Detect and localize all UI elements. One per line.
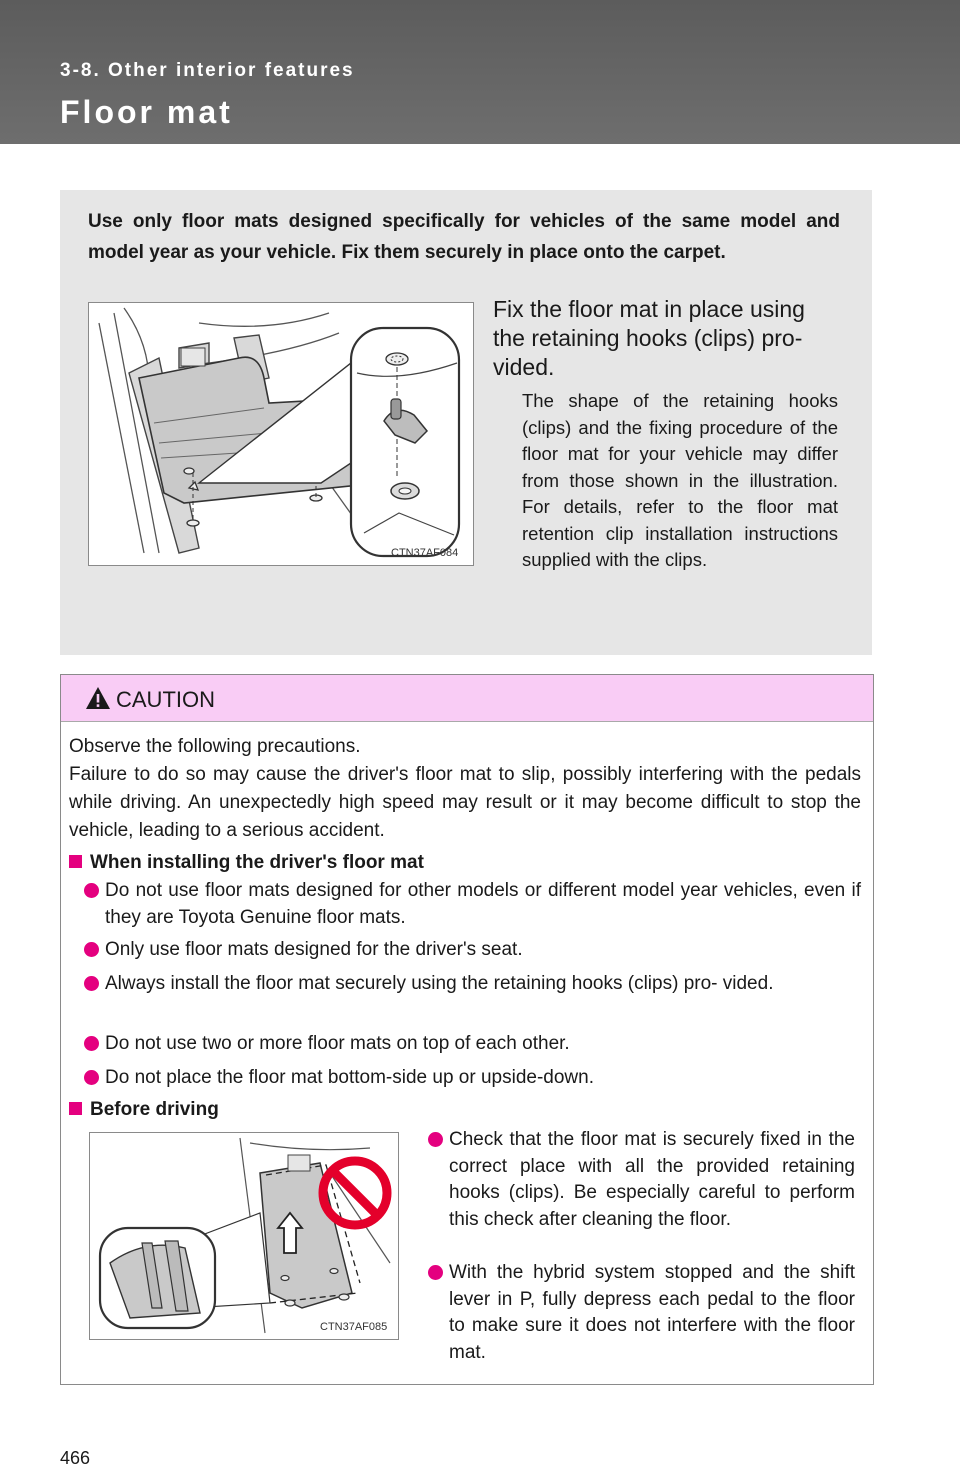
bullet-dot-icon: [428, 1132, 443, 1147]
list-item: [105, 878, 861, 931]
list-item-text: Do not place the floor mat bottom-side up or upside-down.: [105, 1067, 594, 1088]
floor-mat-clip-diagram: [89, 303, 473, 565]
bullet-dot-icon: [428, 1265, 443, 1280]
floor-mat-prohibited-illustration: [89, 1132, 399, 1340]
page-number: 466: [60, 1448, 91, 1468]
list-item-text: Only use floor mats designed for the driver's seat.: [105, 939, 523, 960]
section-label: 3-8. Other interior features: [60, 60, 355, 81]
chapter-header: [0, 0, 960, 144]
list-item-text: Check that the floor mat is securely fixed in the correct place with all the provided retaining hooks (clips). Be especially careful to perform this check after cleaning the floor.: [449, 1129, 855, 1230]
bullet-dot-icon: [84, 942, 99, 957]
list-item: [105, 971, 861, 998]
caution-box: [60, 674, 874, 1385]
square-bullet-icon: [69, 1102, 82, 1115]
list-item-text: Do not use two or more floor mats on top of each other.: [105, 1033, 570, 1054]
list-item-text: Do not use floor mats designed for other models or different model year vehicles, even if they are Toyota Genuine floor mats.: [105, 880, 861, 928]
figure-code: CTN37AF084: [391, 547, 459, 559]
bullet-dot-icon: [84, 1070, 99, 1085]
warning-triangle-icon: [85, 686, 111, 710]
intro-text: Use only floor mats designed specifically for vehicles of the same model and model year as your vehicle. Fix them securely in place onto the carpet.: [88, 211, 840, 263]
caution-header: [61, 675, 873, 722]
figure-code: CTN37AF085: [320, 1321, 388, 1333]
list-item: [449, 1260, 855, 1366]
list-item: [105, 937, 861, 964]
list-item: [105, 1031, 861, 1058]
intro-box: [60, 190, 872, 655]
section-heading-label: When installing the driver's floor mat: [90, 852, 424, 873]
list-item-text: Always install the floor mat securely using the retaining hooks (clips) pro- vided.: [105, 973, 774, 994]
page-title: Floor mat: [60, 94, 233, 130]
square-bullet-icon: [69, 855, 82, 868]
list-item: [105, 1065, 861, 1092]
section-heading: [69, 1099, 219, 1121]
list-item: [449, 1127, 855, 1233]
bullet-dot-icon: [84, 883, 99, 898]
list-item-text: With the hybrid system stopped and the shift lever in P, fully depress each pedal to the floor to make sure it does not interfere with the floor mat.: [449, 1262, 855, 1363]
floor-mat-prohibited-diagram: [90, 1133, 398, 1339]
instruction-text: Fix the floor mat in place using the retaining hooks (clips) pro- vided.: [493, 296, 805, 380]
caution-body: Failure to do so may cause the driver's floor mat to slip, possibly interfering with the pedals while driving. An unexpectedly high speed may result or it may become difficult to stop the vehicle, leading to a serious accident.: [69, 764, 861, 841]
section-heading: [69, 852, 424, 874]
caution-lead: Observe the following precautions.: [69, 736, 361, 757]
caution-title: CAUTION: [116, 687, 215, 712]
bullet-dot-icon: [84, 976, 99, 991]
floor-mat-hooks-illustration: [88, 302, 474, 566]
section-heading-label: Before driving: [90, 1099, 219, 1120]
instruction-note: The shape of the retaining hooks (clips) and the fixing procedure of the floor mat for your vehicle may differ from those shown in the illustration. For details, refer to the floor mat retention clip installation instructions supplied with the clips.: [522, 390, 838, 570]
bullet-dot-icon: [84, 1036, 99, 1051]
